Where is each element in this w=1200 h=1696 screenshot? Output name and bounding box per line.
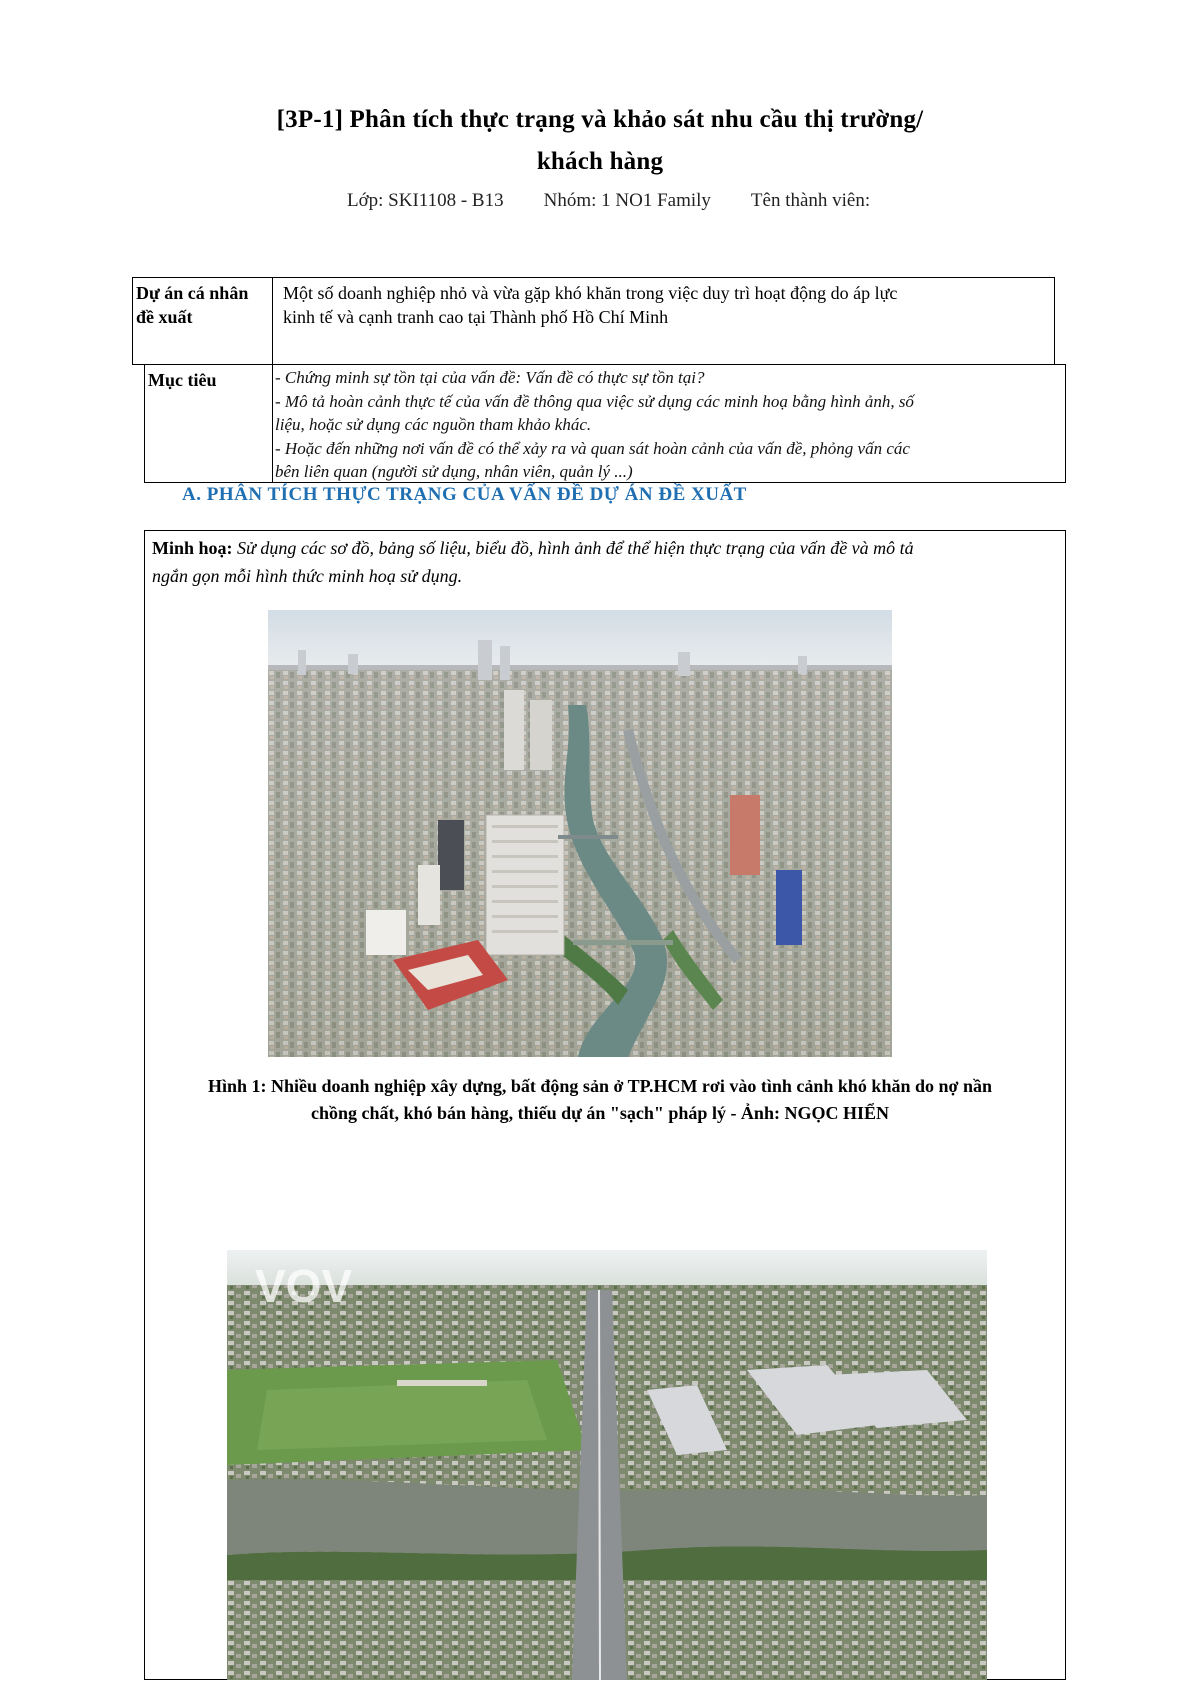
document-title-continued: khách hàng xyxy=(536,148,664,175)
objective-line: - Chứng minh sự tồn tại của vấn đề: Vấn đề có thực sự tồn tại? xyxy=(275,368,705,387)
class-label: Lớp: SKI1108 - B13 xyxy=(347,190,504,211)
objective-line: bên liên quan (người sử dụng, nhân viên, quản lý ...) xyxy=(275,462,633,481)
group-label: Nhóm: 1 NO1 Family xyxy=(543,190,711,211)
document-title: [3P-1] Phân tích thực trạng và khảo sát nhu cầu thị trường/ xyxy=(276,106,924,133)
suburb-aerial-photo xyxy=(227,1250,987,1680)
project-label: Dự án cá nhân đề xuất xyxy=(136,283,249,327)
city-aerial-photo xyxy=(268,610,892,1057)
illustration-instructions: Minh hoạ: Sử dụng các sơ đồ, bảng số liệu, biểu đồ, hình ảnh để thể hiện thực trạng của vấn đề và mô tả ngắn gọn mỗi hình thức minh hoạ sử dụng. xyxy=(152,538,914,586)
section-heading: A. PHÂN TÍCH THỰC TRẠNG CỦA VẤN ĐỀ DỰ ÁN ĐỀ XUẤT xyxy=(182,484,747,505)
figure-caption: Hình 1: Nhiều doanh nghiệp xây dựng, bất động sản ở TP.HCM rơi vào tình cảnh khó khăn do nợ nần chồng chất, khó bán hàng, thiếu dự án "sạch" pháp lý - Ảnh: NGỌC HIỂN xyxy=(208,1076,992,1123)
objective-list xyxy=(275,366,1065,484)
members-label: Tên thành viên: xyxy=(750,190,871,211)
project-description: Một số doanh nghiệp nhỏ và vừa gặp khó khăn trong việc duy trì hoạt động do áp lực kinh tế và cạnh tranh cao tại Thành phố Hồ Chí Minh xyxy=(283,283,898,327)
objective-label: Mục tiêu xyxy=(148,370,217,390)
watermark-logo: VOV xyxy=(255,1260,353,1312)
objective-line: - Hoặc đến những nơi vấn đề có thể xảy ra và quan sát hoàn cảnh của vấn đề, phỏng vấn các xyxy=(275,438,910,458)
meta-line xyxy=(347,190,870,212)
objective-line: liệu, hoặc sử dụng các nguồn tham khảo khác. xyxy=(275,415,592,434)
objective-line: - Mô tả hoàn cảnh thực tế của vấn đề thông qua việc sử dụng các minh hoạ bằng hình ảnh, số xyxy=(275,391,914,411)
